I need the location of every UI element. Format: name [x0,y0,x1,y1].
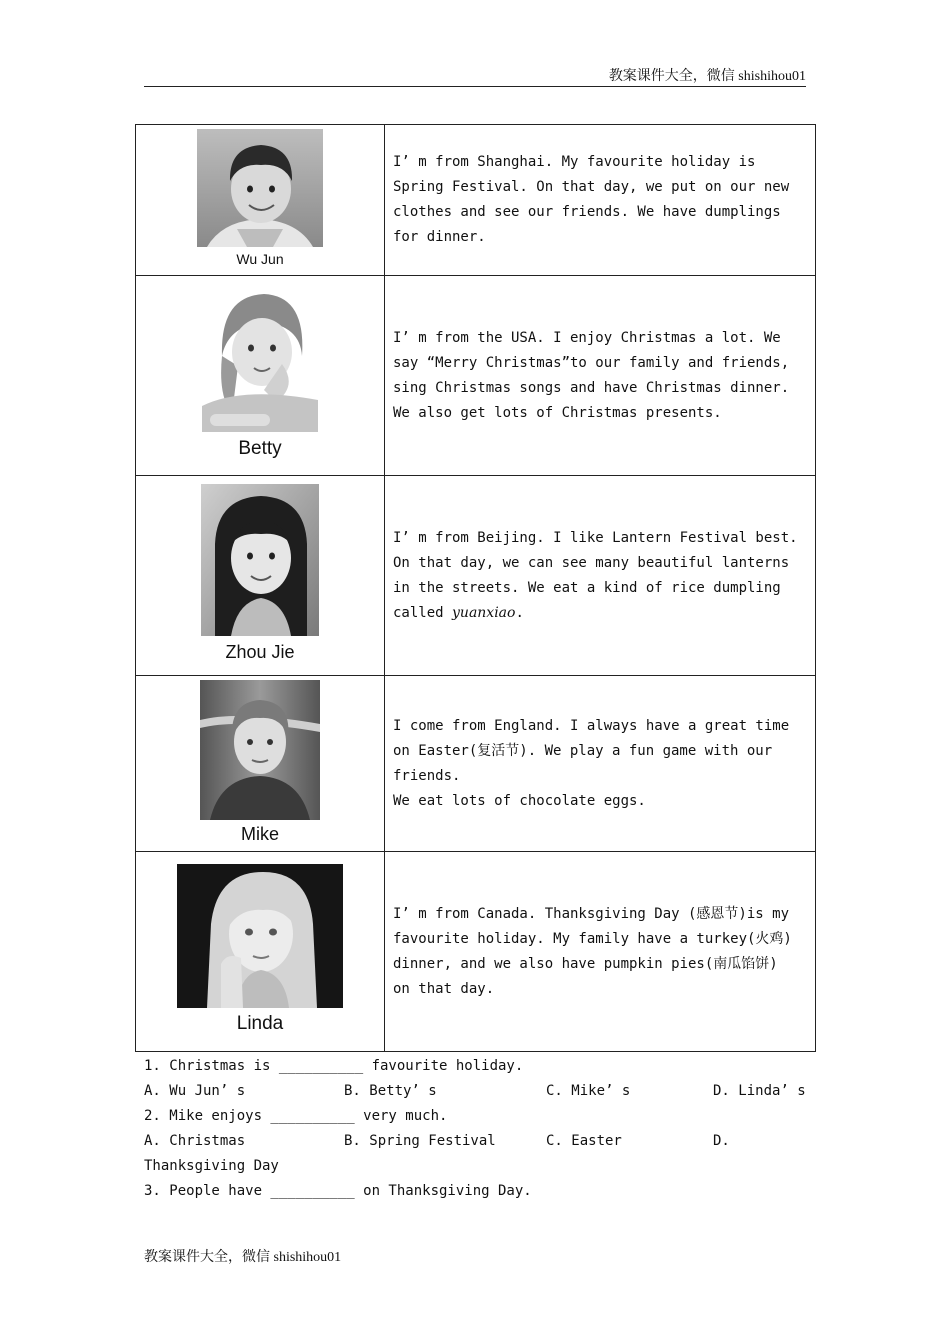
option-d: D. Linda’ s [713,1083,806,1099]
photo-card [197,129,323,271]
question-3: 3. People have __________ on Thanksgiving Day. [144,1183,532,1199]
option-c: C. Easter [546,1133,622,1149]
description-cell [385,276,816,476]
holiday-table [135,124,816,1052]
option-c: C. Mike’ s [546,1083,631,1099]
description-text: I come from England. I always have a great time on Easter(复活节). We play a fun game with our friends. We eat lots of chocolate eggs. [393,717,790,809]
photo-caption: Wu Jun [236,251,284,267]
question-2: 2. Mike enjoys __________ very much. [144,1108,448,1124]
page-footer: 教案课件大全，微信 shishihou01 [144,1250,342,1265]
photo-cell [136,125,385,276]
description-cell [385,852,816,1052]
boy-portrait [200,680,320,820]
description-text: I’ m from Canada. Thanksgiving Day (感恩节)is my favourite holiday. My family have a turkey(火鸡) dinner, and we also have pumpkin pies(南瓜馅饼) on that day. [393,905,792,997]
photo-card [200,680,320,848]
description-emphasis: yuanxiao [452,604,516,621]
description-text-start: I’ m from Beijing. I like Lantern Festival best. On that day, we can see many beautiful lanterns in the streets. We eat a kind of rice dumpling called [393,529,798,621]
description-text-end: . [515,604,524,621]
description-cell [385,676,816,852]
questions-section [144,1054,824,1204]
description-text: I’ m from the USA. I enjoy Christmas a lot. We say “Merry Christmas”to our family and friends, sing Christmas songs and have Christmas dinner. We also get lots of Christmas presents. [393,329,790,421]
description-cell [385,125,816,276]
option-a: A. Christmas [144,1133,246,1149]
question-2-options [144,1129,824,1154]
photo-cell [136,852,385,1052]
photo-cell [136,676,385,852]
photo-caption: Betty [238,437,282,459]
photo-card [201,484,319,668]
boy-portrait [197,129,323,247]
table-row [136,276,816,476]
description-text: I’ m from Shanghai. My favourite holiday is Spring Festival. On that day, we put on our new clothes and see our friends. We have dumplings for dinner. [393,154,790,245]
table-row [136,476,816,676]
table-row [136,676,816,852]
option-a: A. Wu Jun’ s [144,1083,246,1099]
photo-card [202,286,318,466]
question-1: 1. Christmas is __________ favourite holiday. [144,1058,524,1074]
header-text: 教案课件大全，微信 shishihou01 [608,69,806,84]
girl-portrait [177,864,343,1008]
photo-caption: Zhou Jie [225,641,295,662]
photo-cell [136,476,385,676]
option-d: D. [713,1133,730,1149]
question-2-option-d-text: Thanksgiving Day [144,1158,279,1174]
option-b: B. Spring Festival [344,1133,496,1149]
page-header [144,60,806,87]
table-row [136,125,816,276]
photo-cell [136,276,385,476]
question-1-options [144,1079,824,1104]
description-cell [385,476,816,676]
photo-caption: Mike [240,823,279,844]
photo-caption: Linda [236,1012,284,1034]
girl-portrait [201,484,319,636]
description-text [393,526,807,626]
girl-portrait [202,286,318,432]
table-row [136,852,816,1052]
photo-card [177,864,343,1040]
option-b: B. Betty’ s [344,1083,437,1099]
